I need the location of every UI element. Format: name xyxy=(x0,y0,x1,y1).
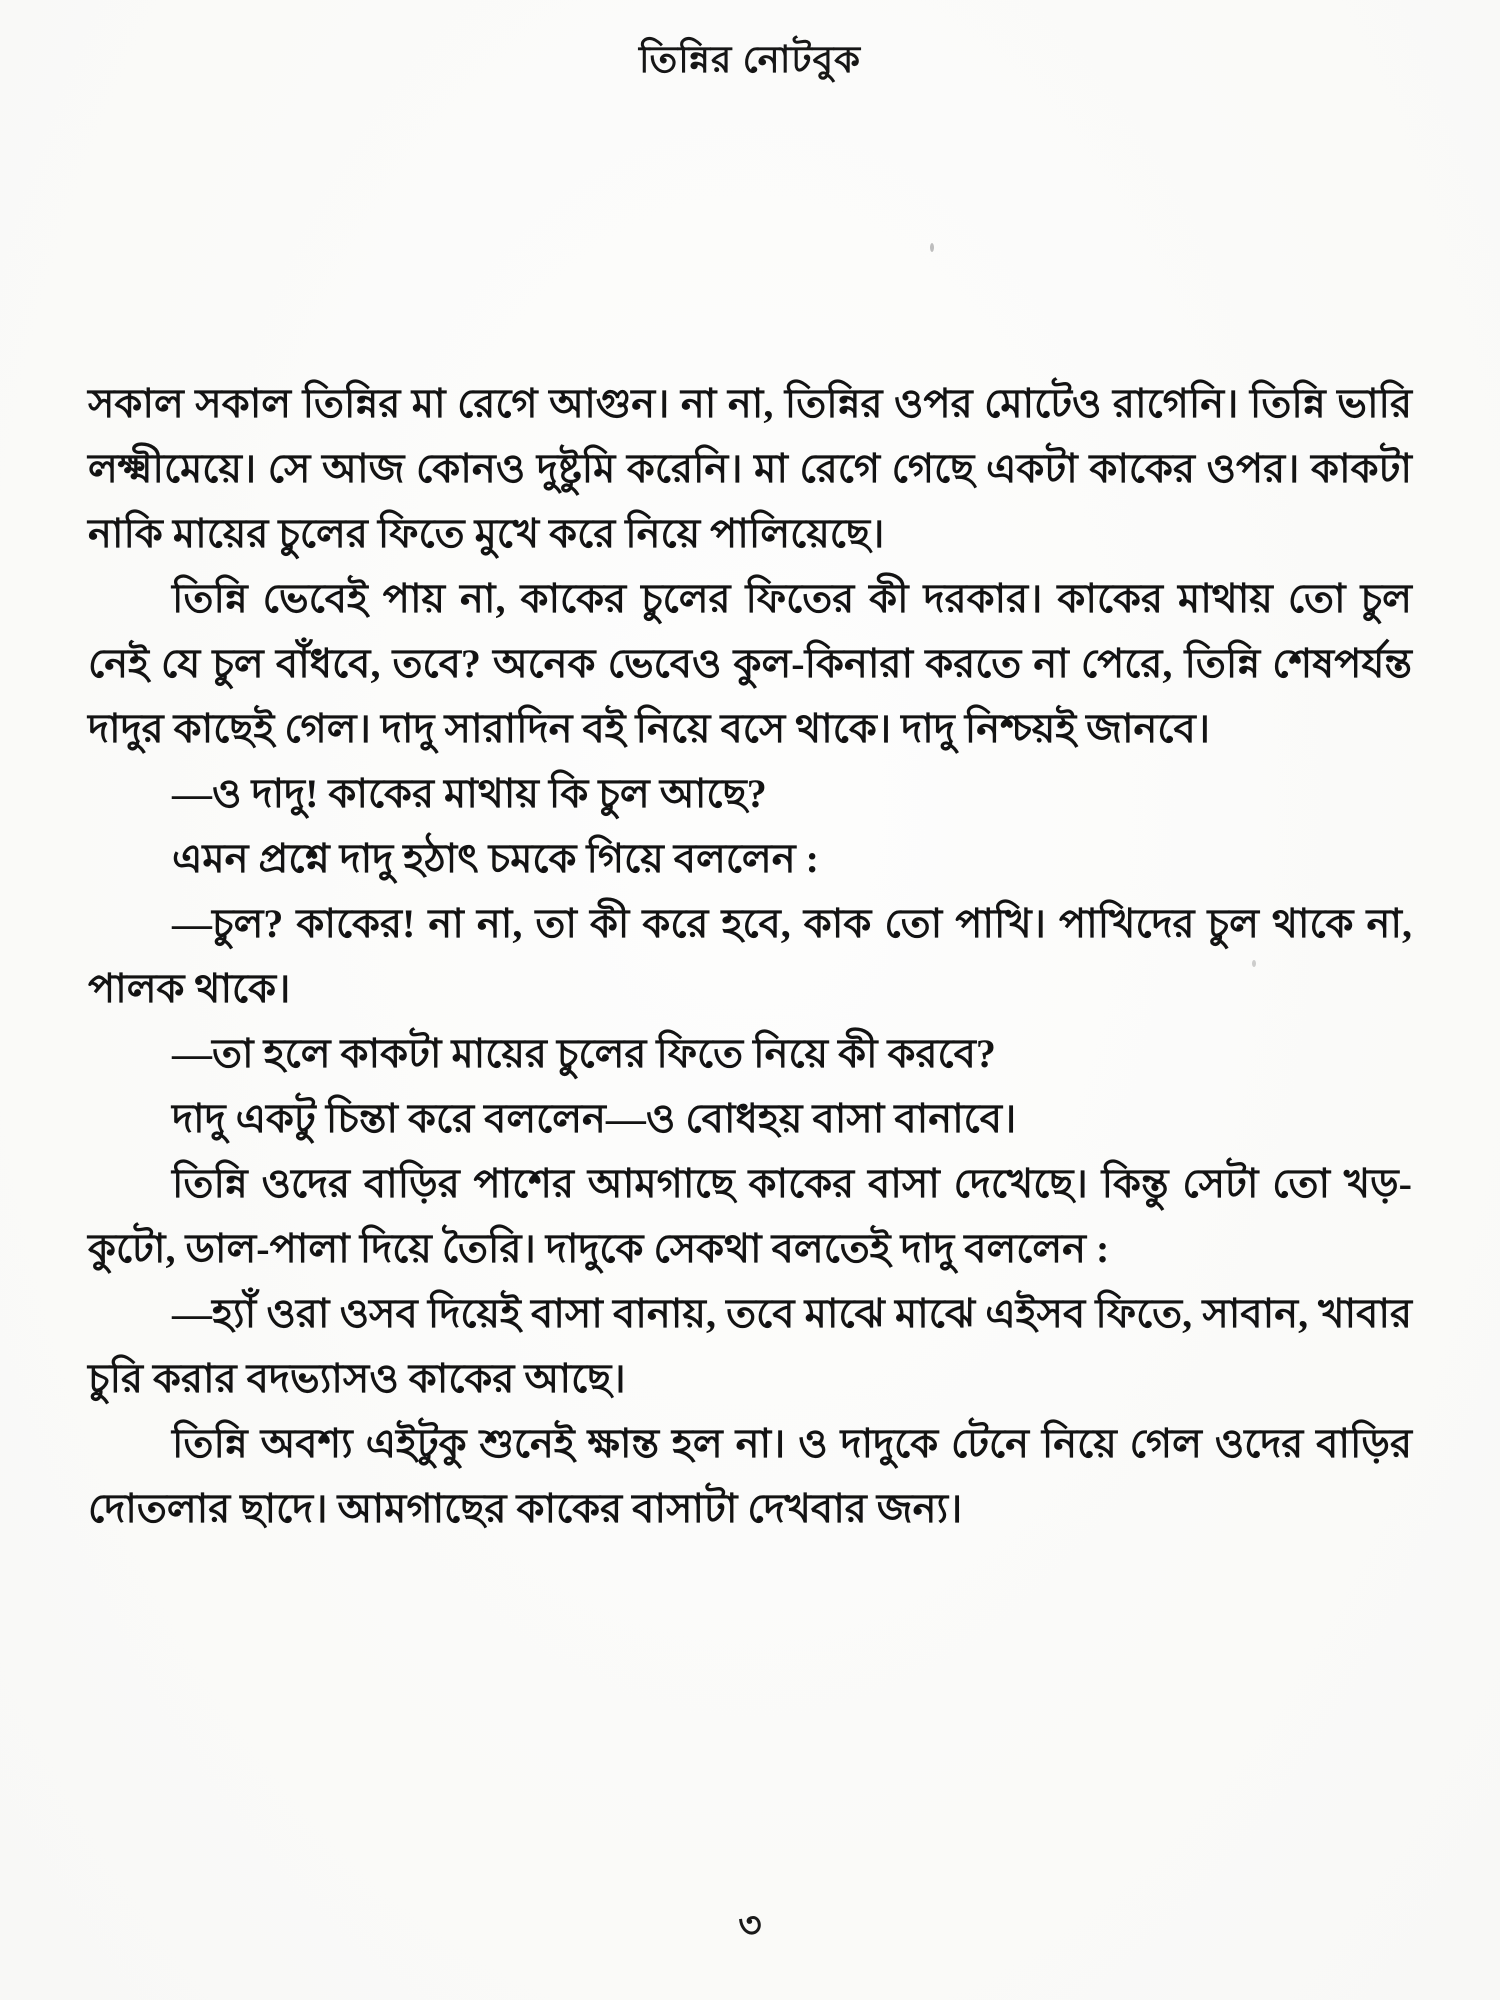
story-text xyxy=(88,371,1412,1541)
dialogue-paragraph: —ও দাদু! কাকের মাথায় কি চুল আছে? xyxy=(172,771,767,816)
paragraph: তিন্নি ভেবেই পায় না, কাকের চুলের ফিতের কী দরকার। কাকের মাথায় তো চুল নেই যে চুল বাঁধবে, তবে? অনেক ভেবেও কুল-কিনারা করতে না পেরে, তিন্নি শেষপর্যন্ত দাদুর কাছেই গেল। দাদু সারাদিন বই নিয়ে বসে থাকে। দাদু নিশ্চয়ই জানবে। xyxy=(88,576,1412,751)
paragraph: দাদু একটু চিন্তা করে বললেন—ও বোধহয় বাসা বানাবে। xyxy=(172,1096,1017,1141)
paragraph: তিন্নি ওদের বাড়ির পাশের আমগাছে কাকের বাসা দেখেছে। কিন্তু সেটা তো খড়-কুটো, ডাল-পালা দিয়ে তৈরি। দাদুকে সেকথা বলতেই দাদু বললেন : xyxy=(88,1161,1412,1271)
paragraph: তিন্নি অবশ্য এইটুকু শুনেই ক্ষান্ত হল না। ও দাদুকে টেনে নিয়ে গেল ওদের বাড়ির দোতলার ছাদে। আমগাছের কাকের বাসাটা দেখবার জন্য। xyxy=(88,1421,1412,1531)
dialogue-paragraph: —হ্যাঁ ওরা ওসব দিয়েই বাসা বানায়, তবে মাঝে মাঝে এইসব ফিতে, সাবান, খাবার চুরি করার বদভ্যাসও কাকের আছে। xyxy=(88,1291,1412,1401)
scan-speck xyxy=(1252,960,1256,967)
page-number: ৩ xyxy=(738,1905,762,1945)
scan-speck xyxy=(930,243,934,252)
dialogue-paragraph: —তা হলে কাকটা মায়ের চুলের ফিতে নিয়ে কী করবে? xyxy=(172,1031,996,1076)
dialogue-paragraph: —চুল? কাকের! না না, তা কী করে হবে, কাক তো পাখি। পাখিদের চুল থাকে না, পালক থাকে। xyxy=(88,901,1412,1011)
paragraph: এমন প্রশ্নে দাদু হঠাৎ চমকে গিয়ে বললেন : xyxy=(172,836,819,881)
book-title: তিন্নির নোটবুক xyxy=(638,40,862,81)
paragraph: সকাল সকাল তিন্নির মা রেগে আগুন। না না, তিন্নির ওপর মোটেও রাগেনি। তিন্নি ভারি লক্ষ্মীমেয়ে। সে আজ কোনও দুষ্টুমি করেনি। মা রেগে গেছে একটা কাকের ওপর। কাকটা নাকি মায়ের চুলের ফিতে মুখে করে নিয়ে পালিয়েছে। xyxy=(88,381,1412,556)
